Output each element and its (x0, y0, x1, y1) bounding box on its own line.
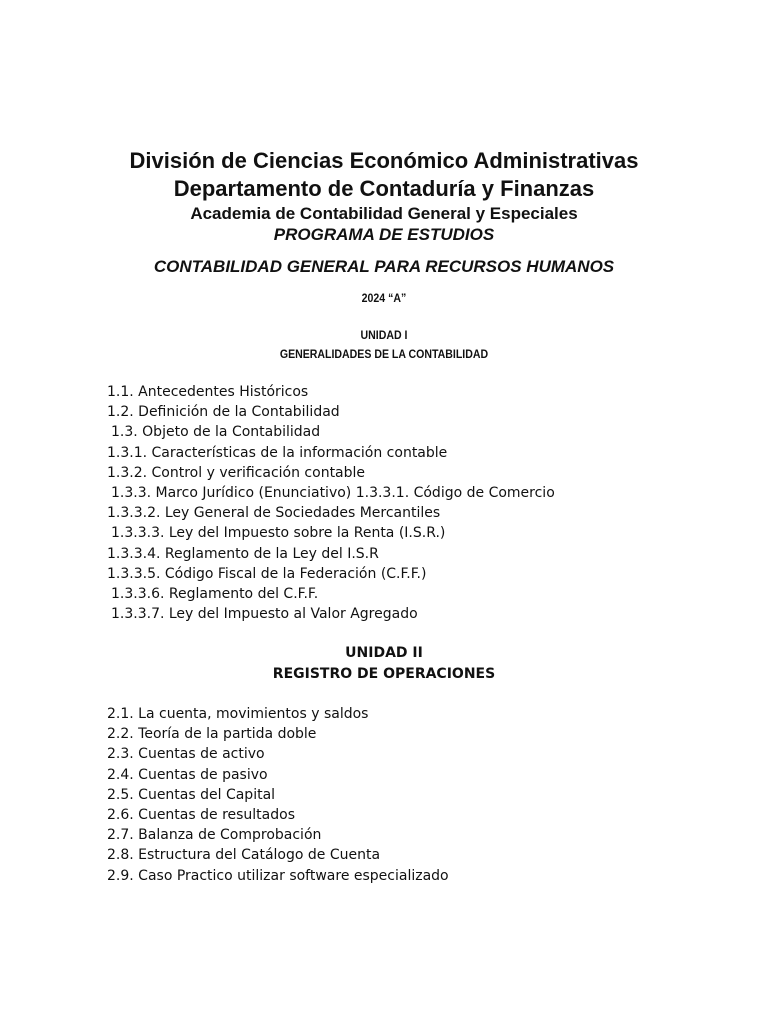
list-item: 1.3.3.2. Ley General de Sociedades Mercantiles (107, 505, 441, 522)
list-item: 1.3.3.7. Ley del Impuesto al Valor Agregado (111, 606, 418, 623)
course-title: CONTABILIDAD GENERAL PARA RECURSOS HUMANOS (153, 257, 615, 276)
unit1-number: UNIDAD I (360, 328, 408, 342)
list-item: 1.3.3.5. Código Fiscal de la Federación (C.F.F.) (107, 565, 427, 582)
unit2-number: UNIDAD II (345, 645, 423, 661)
division-title: División de Ciencias Económico Administrativas (129, 148, 639, 173)
list-item: 2.6. Cuentas de resultados (107, 807, 295, 824)
list-item: 1.3.3. Marco Jurídico (Enunciativo) 1.3.3.1. Código de Comercio (111, 485, 555, 502)
list-item: 2.4. Cuentas de pasivo (107, 766, 268, 783)
list-item: 1.3.2. Control y verificación contable (107, 464, 366, 481)
list-item: 1.3.3.6. Reglamento del C.F.F. (111, 586, 319, 603)
academy-title: Academia de Contabilidad General y Especiales (190, 204, 578, 223)
list-item: 2.3. Cuentas de activo (107, 746, 265, 763)
unit1-topic-list (107, 382, 555, 624)
department-title: Departamento de Contaduría y Finanzas (173, 176, 595, 201)
list-item: 1.3.3.3. Ley del Impuesto sobre la Renta (I.S.R.) (111, 525, 446, 542)
list-item: 2.7. Balanza de Comprobación (107, 827, 322, 844)
program-title: PROGRAMA DE ESTUDIOS (273, 225, 495, 244)
list-item: 2.9. Caso Practico utilizar software especializado (107, 867, 449, 884)
list-item: 1.1. Antecedentes Históricos (107, 384, 309, 400)
list-item: 1.2. Definición de la Contabilidad (107, 404, 340, 421)
list-item: 2.1. La cuenta, movimientos y saldos (107, 706, 369, 722)
list-item: 2.8. Estructura del Catálogo de Cuenta (107, 847, 381, 864)
period-label: 2024 “A” (361, 291, 407, 305)
unit2-title: REGISTRO DE OPERACIONES (272, 666, 496, 682)
unit1-title: GENERALIDADES DE LA CONTABILIDAD (279, 347, 489, 361)
list-item: 1.3.1. Características de la información contable (107, 444, 448, 461)
list-item: 2.2. Teoría de la partida doble (107, 726, 317, 743)
list-item: 1.3. Objeto de la Contabilidad (111, 424, 321, 441)
list-item: 1.3.3.4. Reglamento de la Ley del I.S.R (107, 545, 379, 562)
unit2-topic-list (107, 704, 449, 886)
list-item: 2.5. Cuentas del Capital (107, 786, 276, 803)
